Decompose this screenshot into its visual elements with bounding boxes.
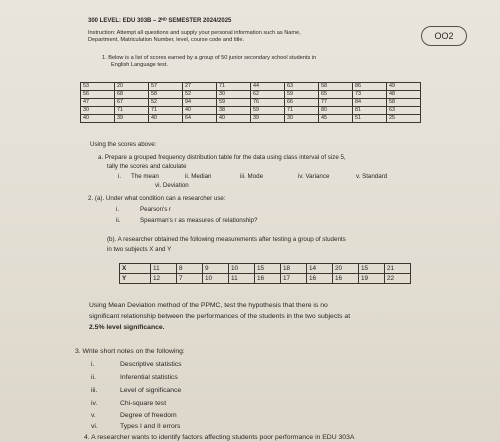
question-1-stem: [102, 55, 316, 69]
score-cell: 59: [217, 99, 251, 107]
score-cell: 86: [353, 83, 387, 91]
x-cell: 8: [177, 264, 203, 274]
sub-item-mean: The mean: [131, 173, 159, 180]
score-cell: 81: [353, 107, 387, 115]
score-cell: 53: [81, 83, 115, 91]
list-item: Descriptive statistics: [120, 361, 182, 368]
question-2b-line-2: in two subjects X and Y: [107, 246, 172, 253]
score-cell: 62: [251, 91, 285, 99]
score-cell: 58: [387, 99, 421, 107]
question-2a-i-number: i.: [116, 206, 120, 213]
score-cell: 49: [387, 83, 421, 91]
table-row: [81, 107, 421, 115]
list-item-number: vi.: [91, 423, 98, 430]
score-cell: 94: [183, 99, 217, 107]
score-cell: 58: [319, 83, 353, 91]
x-cell: 18: [281, 264, 307, 274]
using-scores-text: Using the scores above:: [90, 141, 157, 148]
scores-table: [80, 82, 421, 123]
y-label: Y: [120, 274, 151, 284]
list-item: Level of significance: [120, 387, 182, 394]
score-cell: 80: [319, 107, 353, 115]
list-item: Chi-square test: [120, 400, 167, 407]
x-cell: 10: [229, 264, 255, 274]
score-cell: 40: [81, 115, 115, 123]
paragraph-line-2: significant relationship between the performances of the students in the two subjects at: [89, 313, 351, 320]
question-3-title: 3. Write short notes on the following:: [75, 348, 185, 355]
score-cell: 71: [217, 83, 251, 91]
table-row: [120, 274, 411, 284]
x-cell: 21: [385, 264, 411, 274]
score-cell: 73: [353, 91, 387, 99]
sub-item-variance: iv. Variance: [298, 173, 330, 180]
score-cell: 66: [285, 99, 319, 107]
y-cell: 22: [385, 274, 411, 284]
question-4-partial: 4. A researcher wants to identify factors affecting students poor performance in EDU 303A: [84, 434, 355, 441]
score-cell: 45: [319, 115, 353, 123]
table-row: [81, 99, 421, 107]
y-cell: 7: [177, 274, 203, 284]
question-2a-ii-number: ii.: [116, 217, 121, 224]
x-cell: 11: [151, 264, 177, 274]
score-cell: 63: [387, 107, 421, 115]
x-label: X: [120, 264, 151, 274]
x-cell: 15: [255, 264, 281, 274]
sub-item-deviation: vi. Deviation: [155, 182, 189, 189]
y-cell: 10: [203, 274, 229, 284]
score-cell: 30: [217, 91, 251, 99]
y-cell: 12: [151, 274, 177, 284]
x-cell: 9: [203, 264, 229, 274]
list-item-number: iii.: [91, 387, 98, 394]
x-cell: 20: [333, 264, 359, 274]
question-1a-line-2: tally the scores and calculate: [107, 163, 187, 170]
question-1-line-1: 1. Below is a list of scores earned by a group of 50 junior secondary school students in: [102, 55, 317, 61]
paragraph-line-3: 2.5% level significance.: [89, 324, 165, 331]
page-title: 300 LEVEL: EDU 303B – 2ᴺᴰ SEMESTER 2024/2025: [88, 18, 232, 24]
score-cell: 39: [115, 115, 149, 123]
y-cell: 16: [333, 274, 359, 284]
table-row: [120, 264, 411, 274]
list-item: Inferential statistics: [120, 374, 178, 381]
sub-item-number: i.: [118, 173, 122, 180]
table-row: [81, 91, 421, 99]
list-item-number: v.: [91, 412, 96, 419]
score-cell: 47: [81, 99, 115, 107]
score-cell: 39: [251, 115, 285, 123]
score-cell: 59: [285, 91, 319, 99]
instruction: [88, 30, 301, 44]
score-cell: 40: [183, 107, 217, 115]
score-cell: 30: [81, 107, 115, 115]
question-1-line-2: English Language test.: [111, 62, 168, 68]
score-cell: 63: [285, 83, 319, 91]
score-cell: 25: [387, 115, 421, 123]
score-cell: 44: [251, 83, 285, 91]
code-badge: OO2: [421, 26, 467, 46]
score-cell: 71: [149, 107, 183, 115]
list-item-number: ii.: [91, 374, 96, 381]
score-cell: 65: [319, 91, 353, 99]
score-cell: 77: [319, 99, 353, 107]
score-cell: 68: [115, 91, 149, 99]
score-cell: 76: [251, 99, 285, 107]
score-cell: 51: [353, 115, 387, 123]
question-2b-paragraph: [89, 300, 350, 333]
table-row: [81, 83, 421, 91]
score-cell: 52: [149, 99, 183, 107]
score-cell: 40: [149, 115, 183, 123]
xy-table: [119, 263, 411, 284]
score-cell: 52: [183, 91, 217, 99]
score-cell: 71: [115, 107, 149, 115]
y-cell: 17: [281, 274, 307, 284]
score-cell: 57: [149, 83, 183, 91]
score-cell: 67: [115, 99, 149, 107]
question-1a-line-1: a. Prepare a grouped frequency distribution table for the data using class interval of size 5,: [98, 154, 346, 161]
list-item-number: i.: [91, 361, 95, 368]
x-cell: 15: [359, 264, 385, 274]
instruction-line-1: Instruction: Attempt all questions and supply your personal information such as Name,: [88, 30, 301, 36]
list-item: Types I and II errors: [120, 423, 181, 430]
score-cell: 71: [285, 107, 319, 115]
sub-item-mode: iii. Mode: [240, 173, 264, 180]
x-cell: 14: [307, 264, 333, 274]
score-cell: 84: [353, 99, 387, 107]
paragraph-line-1: Using Mean Deviation method of the PPMC, test the hypothesis that there is no: [89, 302, 328, 309]
y-cell: 19: [359, 274, 385, 284]
question-2b-line-1: (b). A researcher obtained the following measurements after testing a group of students: [107, 236, 346, 243]
list-item-number: iv.: [91, 400, 98, 407]
score-cell: 48: [387, 91, 421, 99]
score-cell: 58: [149, 91, 183, 99]
y-cell: 16: [255, 274, 281, 284]
y-cell: 16: [307, 274, 333, 284]
score-cell: 27: [183, 83, 217, 91]
instruction-line-2: Department, Matriculation Number, level, course code and title.: [88, 37, 245, 43]
score-cell: 59: [251, 107, 285, 115]
score-cell: 38: [217, 107, 251, 115]
list-item: Degree of freedom: [120, 412, 177, 419]
question-2a-i: Pearson's r: [140, 206, 172, 213]
question-2a-ii: Spearman's r as measures of relationship?: [140, 217, 258, 224]
score-cell: 56: [81, 91, 115, 99]
score-cell: 40: [217, 115, 251, 123]
score-cell: 30: [285, 115, 319, 123]
y-cell: 11: [229, 274, 255, 284]
sub-item-standard: v. Standard: [356, 173, 388, 180]
score-cell: 20: [115, 83, 149, 91]
score-cell: 64: [183, 115, 217, 123]
sub-item-median: ii. Median: [185, 173, 212, 180]
question-2a-stem: 2. (a). Under what condition can a researcher use:: [88, 195, 226, 202]
table-row: [81, 115, 421, 123]
